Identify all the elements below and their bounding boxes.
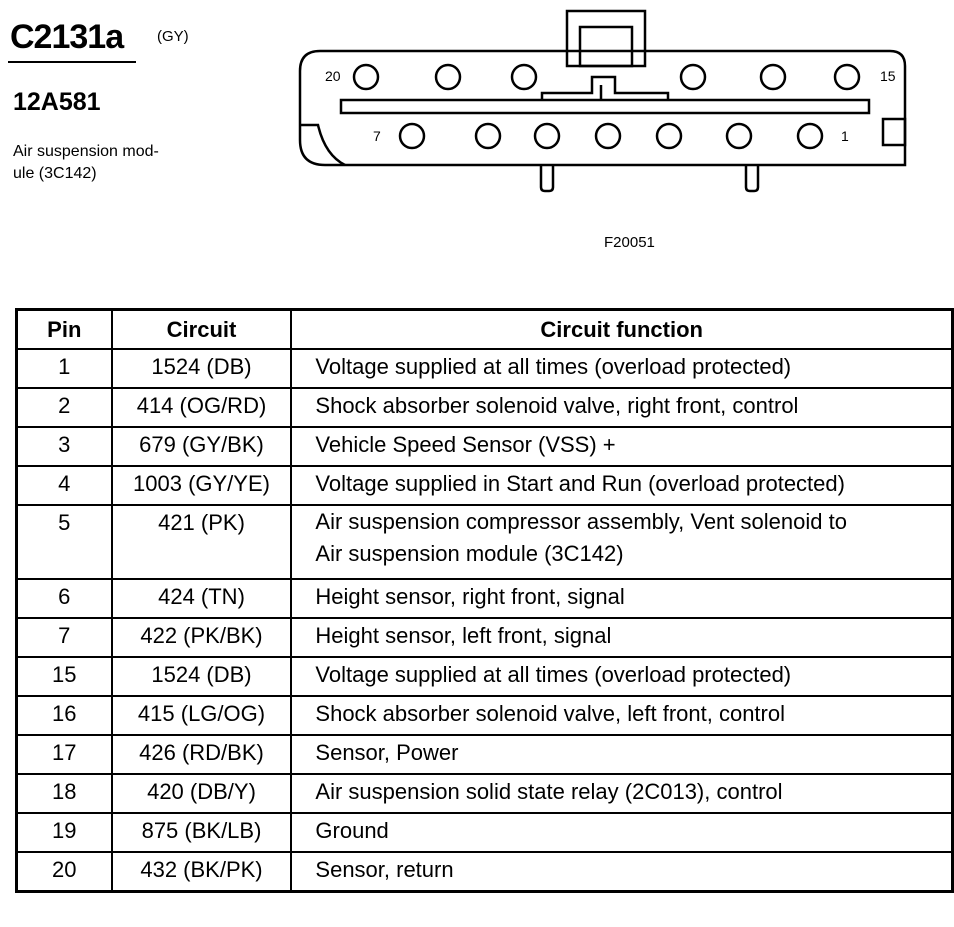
cell-pin: 3	[17, 427, 112, 466]
table-row	[17, 618, 953, 657]
cell-function: Sensor, return	[291, 852, 952, 892]
pin-label-7: 7	[373, 128, 381, 144]
cell-function: Vehicle Speed Sensor (VSS) +	[291, 427, 952, 466]
pin-cavity	[436, 65, 460, 89]
cell-function-line-2: Air suspension module (3C142)	[315, 541, 624, 566]
peg-left	[541, 165, 553, 191]
cell-function	[291, 505, 952, 579]
cell-function: Air suspension solid state relay (2C013), control	[291, 774, 952, 813]
cell-pin: 17	[17, 735, 112, 774]
cell-function: Height sensor, left front, signal	[291, 618, 952, 657]
pin-cavity	[835, 65, 859, 89]
cell-pin: 1	[17, 349, 112, 388]
header-circuit: Circuit	[112, 310, 292, 350]
connector-latch-inner	[580, 27, 632, 66]
connector-id-underline	[8, 61, 136, 63]
cell-pin: 20	[17, 852, 112, 892]
table-row	[17, 505, 953, 579]
part-number: 12A581	[13, 88, 101, 116]
table-row	[17, 349, 953, 388]
cell-function-line-1: Air suspension compressor assembly, Vent solenoid to	[315, 509, 847, 534]
cell-function: Sensor, Power	[291, 735, 952, 774]
cell-function: Shock absorber solenoid valve, right front, control	[291, 388, 952, 427]
pin-cavity	[512, 65, 536, 89]
pin-cavity	[535, 124, 559, 148]
cell-circuit: 420 (DB/Y)	[112, 774, 292, 813]
cell-pin: 18	[17, 774, 112, 813]
pin-label-15: 15	[880, 68, 896, 84]
cell-pin: 16	[17, 696, 112, 735]
pin-cavity	[400, 124, 424, 148]
cell-function: Voltage supplied in Start and Run (overload protected)	[291, 466, 952, 505]
cell-circuit: 415 (LG/OG)	[112, 696, 292, 735]
header-pin: Pin	[17, 310, 112, 350]
cell-circuit: 432 (BK/PK)	[112, 852, 292, 892]
pin-cavity	[761, 65, 785, 89]
table-row	[17, 696, 953, 735]
connector-color: (GY)	[157, 28, 189, 45]
cell-circuit: 424 (TN)	[112, 579, 292, 618]
cell-circuit: 426 (RD/BK)	[112, 735, 292, 774]
table-row	[17, 813, 953, 852]
cell-circuit: 1524 (DB)	[112, 657, 292, 696]
cell-circuit: 422 (PK/BK)	[112, 618, 292, 657]
cell-circuit: 414 (OG/RD)	[112, 388, 292, 427]
description-line-1: Air suspension mod-	[13, 143, 159, 160]
cell-pin: 19	[17, 813, 112, 852]
connector-face-diagram	[290, 5, 915, 195]
pin-label-20: 20	[325, 68, 341, 84]
pin-cavity	[657, 124, 681, 148]
pinout-table	[15, 308, 954, 893]
connector-description	[13, 141, 193, 185]
pin-cavity	[681, 65, 705, 89]
table-header-row	[17, 310, 953, 350]
table-row	[17, 852, 953, 892]
cell-function: Ground	[291, 813, 952, 852]
table-row	[17, 774, 953, 813]
cell-circuit: 679 (GY/BK)	[112, 427, 292, 466]
header-circuit-function: Circuit function	[291, 310, 952, 350]
pin-cavity	[354, 65, 378, 89]
pin-cavity	[596, 124, 620, 148]
rib-tab	[542, 77, 668, 100]
description-line-2: ule (3C142)	[13, 165, 97, 182]
cell-pin: 5	[17, 505, 112, 579]
table-row	[17, 657, 953, 696]
cell-pin: 6	[17, 579, 112, 618]
center-rib	[341, 100, 869, 113]
pin-cavity	[727, 124, 751, 148]
pin-cavity	[798, 124, 822, 148]
cell-pin: 2	[17, 388, 112, 427]
table-row	[17, 388, 953, 427]
connector-id: C2131a	[10, 18, 124, 56]
cell-function: Voltage supplied at all times (overload protected)	[291, 349, 952, 388]
cell-pin: 4	[17, 466, 112, 505]
figure-reference: F20051	[604, 234, 655, 251]
cell-circuit: 1524 (DB)	[112, 349, 292, 388]
cell-circuit: 875 (BK/LB)	[112, 813, 292, 852]
cell-function: Voltage supplied at all times (overload protected)	[291, 657, 952, 696]
cell-circuit: 421 (PK)	[112, 505, 292, 579]
table-row	[17, 427, 953, 466]
pin-label-1: 1	[841, 128, 849, 144]
connector-right-key	[883, 119, 905, 145]
peg-right	[746, 165, 758, 191]
table-row	[17, 579, 953, 618]
pin-cavity	[476, 124, 500, 148]
table-row	[17, 466, 953, 505]
cell-pin: 15	[17, 657, 112, 696]
cell-circuit: 1003 (GY/YE)	[112, 466, 292, 505]
cell-pin: 7	[17, 618, 112, 657]
table-row	[17, 735, 953, 774]
cell-function: Shock absorber solenoid valve, left front, control	[291, 696, 952, 735]
connector-latch	[567, 11, 645, 66]
cell-function: Height sensor, right front, signal	[291, 579, 952, 618]
